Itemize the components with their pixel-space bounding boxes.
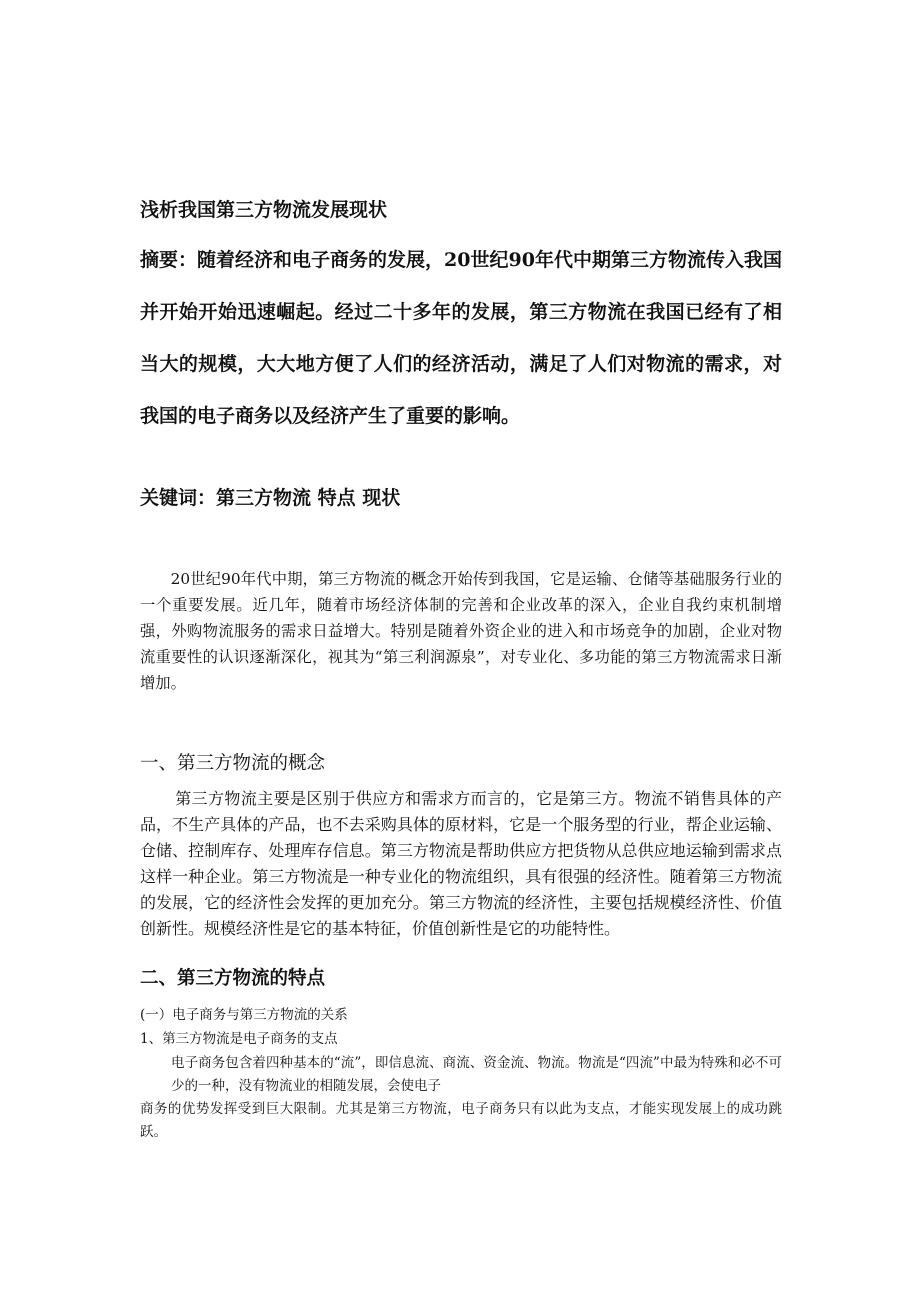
section2-subheading-2: 1、第三方物流是电子商务的支点 [140, 1031, 338, 1047]
section2-subheading-1: (一）电子商务与第三方物流的关系 [140, 1007, 348, 1023]
section1-paragraph: 第三方物流主要是区别于供应方和需求方而言的，它是第三方。物流不销售具体的产品，不生产具体的产品，也不去采购具体的原材料，它是一个服务型的行业，帮企业运输、仓储、控制库存、处理库存信息。第三方物流是帮助供应方把货物从总供应地运输到需求点这样一种企业。第三方物流是一种专业化的物流组织，具有很强的经济性。随着第三方物流的发展，它的经济性会发挥的更加充分。第三方物流的经济性，主要包括规模经济性、价值创新性。规模经济性是它的基本特征，价值创新性是它的功能特性。 [140, 789, 782, 938]
keywords-line: 关键词：第三方物流 特点 现状 [140, 487, 401, 509]
section2-heading: 二、第三方物流的特点 [140, 968, 326, 989]
intro-paragraph: 20世纪90年代中期，第三方物流的概念开始传到我国，它是运输、仓储等基础服务行业的一个重要发展。近几年，随着市场经济体制的完善和企业改革的深入，企业自我约束机制增强，外购物流服务的需求日益增大。特别是随着外资企业的进入和市场竞争的加剧，企业对物流重要性的认识逐渐深化，视其为“第三利润源泉”，对专业化、多功能的第三方物流需求日渐增加。 [140, 570, 782, 692]
section2-paragraph [140, 1052, 782, 1144]
section2-paragraph-line-1: 电子商务包含着四种基本的“流”，即信息流、商流、资金流、物流。物流是“四流”中最为特殊和必不可少的一种，没有物流业的相随发展，会使电子 [171, 1055, 782, 1094]
document-title: 浅析我国第三方物流发展现状 [140, 199, 388, 221]
section2-paragraph-line-2: 商务的优势发挥受到巨大限制。尤其是第三方物流，电子商务只有以此为支点，才能实现发展上的成功跳跃。 [140, 1101, 782, 1140]
section1-heading: 一、第三方物流的概念 [140, 753, 326, 774]
abstract-paragraph: 摘要：随着经济和电子商务的发展，20世纪90年代中期第三方物流传入我国并开始开始迅速崛起。经过二十多年的发展，第三方物流在我国已经有了相当大的规模，大大地方便了人们的经济活动，满足了人们对物流的需求，对我国的电子商务以及经济产生了重要的影响。 [140, 249, 782, 427]
